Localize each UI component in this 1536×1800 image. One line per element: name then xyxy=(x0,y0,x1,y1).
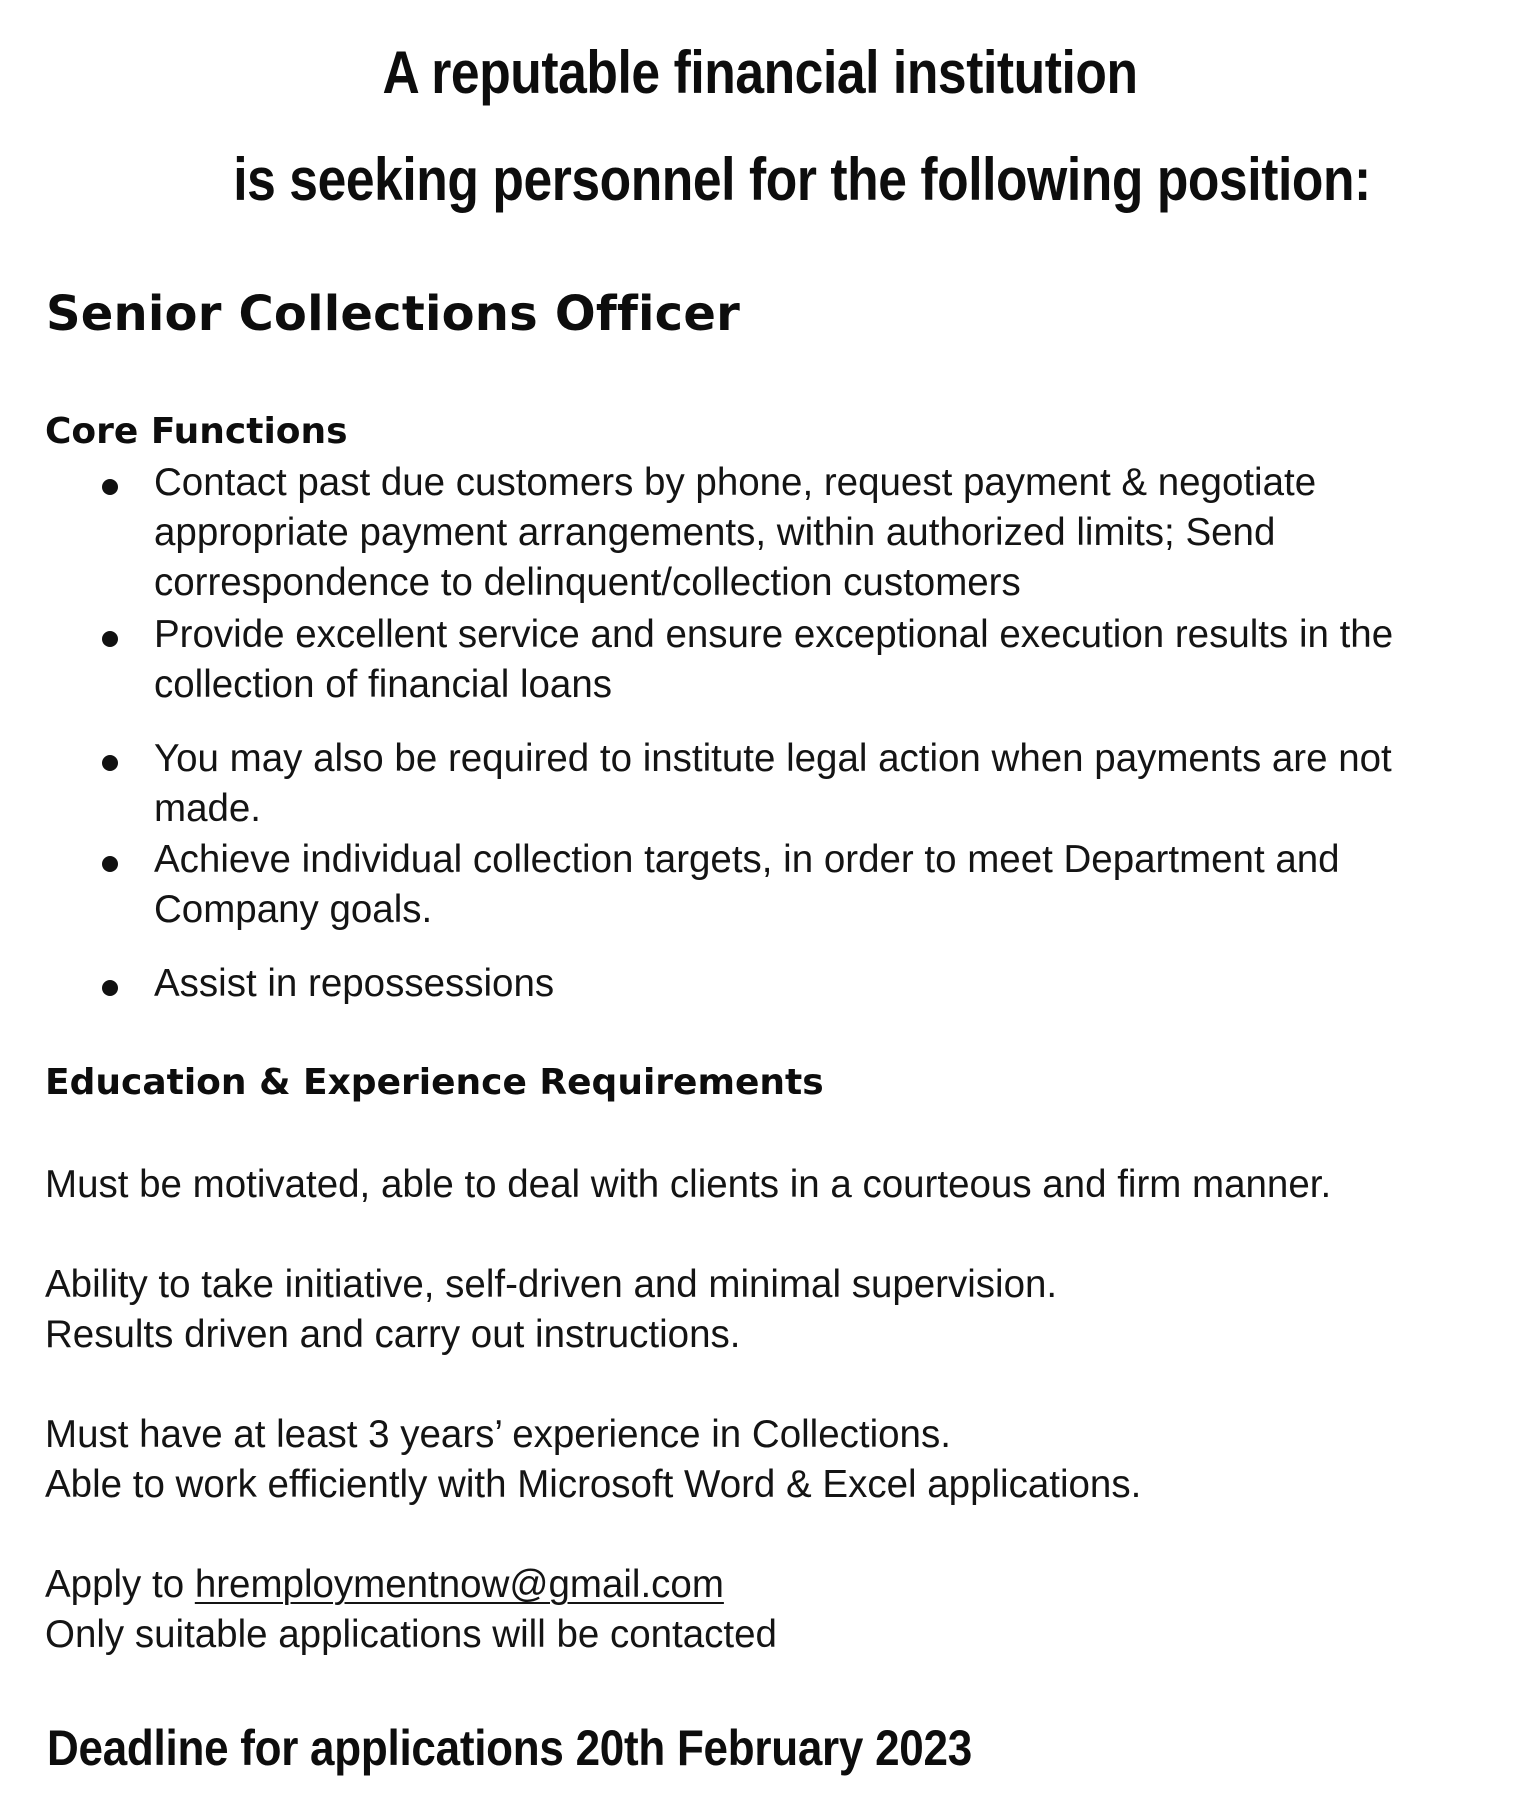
core-functions-heading: Core Functions xyxy=(45,411,348,452)
list-item-text: Achieve individual collection targets, in order to meet Department and Company goals. xyxy=(154,838,1340,931)
bullet-dot-icon xyxy=(102,856,118,872)
position-title: Senior Collections Officer xyxy=(46,286,740,342)
requirement-results: Results driven and carry out instructions. xyxy=(45,1313,741,1356)
apply-prefix: Apply to xyxy=(45,1563,195,1606)
bullet-dot-icon xyxy=(102,980,118,996)
requirement-software: Able to work efficiently with Microsoft Word & Excel applications. xyxy=(45,1463,1142,1506)
headline-line-2: is seeking personnel for the following position: xyxy=(233,146,1371,213)
apply-note: Only suitable applications will be contacted xyxy=(45,1613,777,1656)
list-item-text: Assist in repossessions xyxy=(154,962,555,1005)
list-item-text: Provide excellent service and ensure exceptional execution results in the collection of financial loans xyxy=(154,613,1394,706)
requirements-heading: Education & Experience Requirements xyxy=(45,1062,824,1103)
list-item-text: You may also be required to institute legal action when payments are not made. xyxy=(154,737,1392,830)
apply-email-link[interactable]: hremploymentnow@gmail.com xyxy=(194,1563,724,1606)
requirement-experience: Must have at least 3 years’ experience in Collections. xyxy=(45,1413,951,1456)
apply-line xyxy=(45,1560,724,1610)
headline-line-1: A reputable financial institution xyxy=(382,39,1138,106)
application-deadline: Deadline for applications 20th February 2023 xyxy=(47,1720,972,1776)
bullet-dot-icon xyxy=(102,755,118,771)
bullet-dot-icon xyxy=(102,631,118,647)
requirement-motivation: Must be motivated, able to deal with clients in a courteous and firm manner. xyxy=(45,1163,1332,1206)
requirement-initiative: Ability to take initiative, self-driven and minimal supervision. xyxy=(45,1263,1058,1306)
bullet-dot-icon xyxy=(102,479,118,495)
list-item-text: Contact past due customers by phone, request payment & negotiate appropriate payment arrangements, within authorized limits; Send correspondence to delinquent/collection customers xyxy=(154,461,1317,604)
